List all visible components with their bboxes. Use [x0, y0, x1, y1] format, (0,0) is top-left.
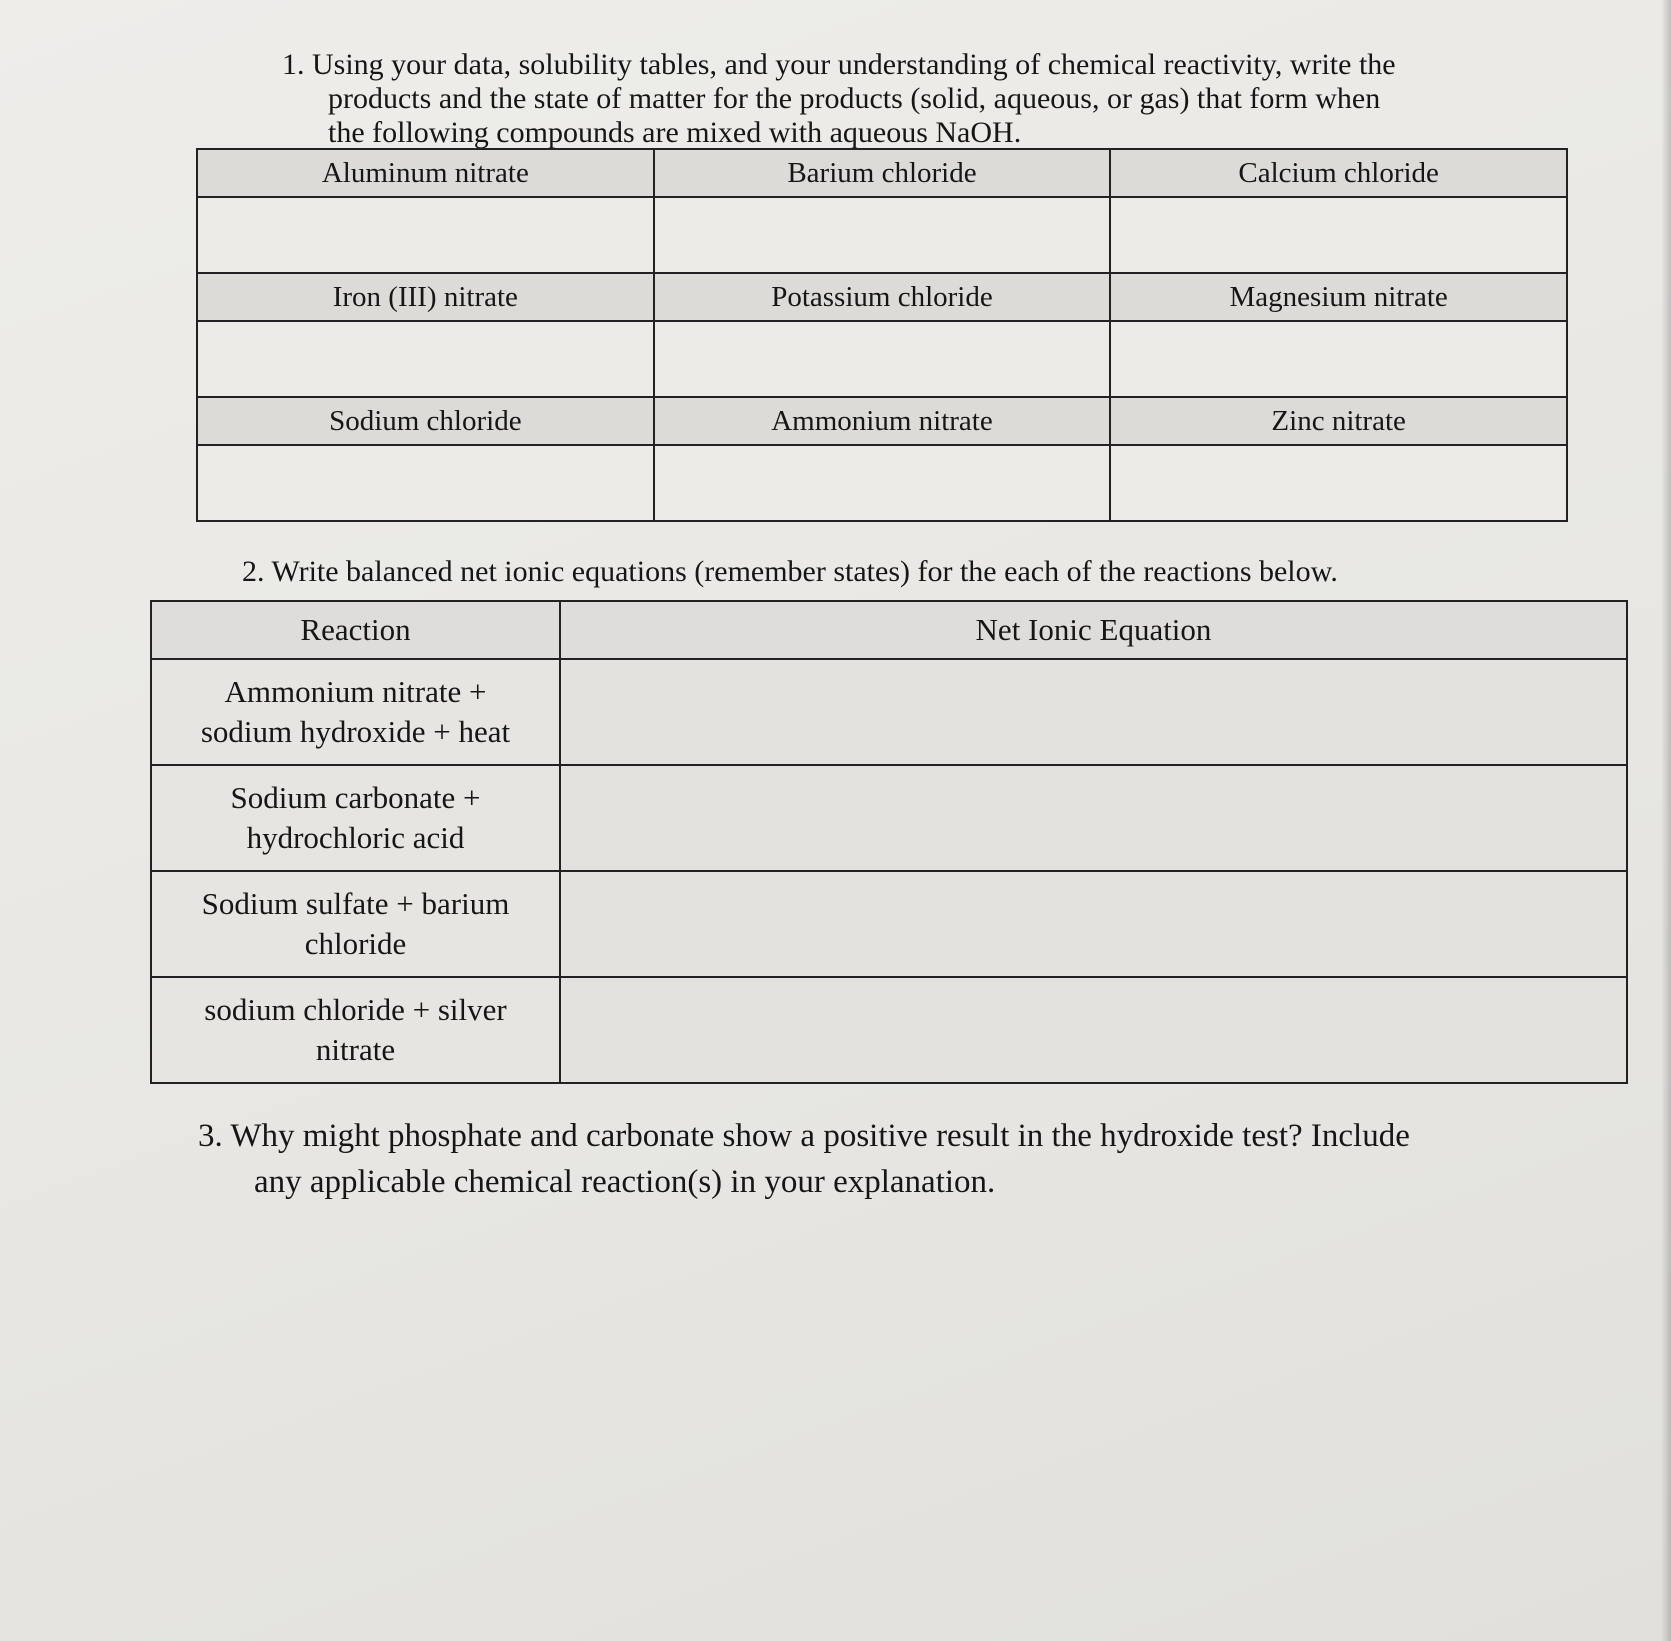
reaction-line: hydrochloric acid	[246, 820, 465, 855]
naoh-products-table	[196, 148, 1568, 522]
answer-cell[interactable]	[654, 197, 1111, 273]
compound-header-row	[197, 397, 1567, 445]
reaction-cell	[151, 659, 560, 765]
reaction-line: Ammonium nitrate +	[224, 674, 487, 709]
reaction-line: chloride	[304, 926, 407, 961]
question-1	[282, 48, 1542, 150]
reaction-cell	[151, 765, 560, 871]
question-1-line-3: the following compounds are mixed with aqueous NaOH.	[328, 116, 1022, 149]
reaction-row	[151, 765, 1627, 871]
reaction-line: Sodium sulfate + barium	[201, 886, 510, 921]
question-2-text: Write balanced net ionic equations (remember states) for the each of the reactions below.	[271, 555, 1338, 588]
question-2	[242, 555, 1572, 589]
reaction-row	[151, 659, 1627, 765]
reaction-line: nitrate	[315, 1032, 396, 1067]
reaction-cell	[151, 977, 560, 1083]
equation-answer-cell[interactable]	[560, 977, 1627, 1083]
compound-header-row	[197, 273, 1567, 321]
equation-answer-cell[interactable]	[560, 871, 1627, 977]
answer-cell[interactable]	[654, 445, 1111, 521]
net-ionic-header-row	[151, 601, 1627, 659]
compound-cell: Potassium chloride	[654, 273, 1111, 321]
question-2-number: 2.	[242, 555, 265, 588]
equation-column-header: Net Ionic Equation	[560, 601, 1627, 659]
compound-cell: Ammonium nitrate	[654, 397, 1111, 445]
answer-row	[197, 445, 1567, 521]
net-ionic-table	[150, 600, 1628, 1084]
compound-cell: Magnesium nitrate	[1110, 273, 1567, 321]
compound-cell: Iron (III) nitrate	[197, 273, 654, 321]
compound-cell: Zinc nitrate	[1110, 397, 1567, 445]
equation-answer-cell[interactable]	[560, 659, 1627, 765]
answer-cell[interactable]	[197, 197, 654, 273]
compound-cell: Barium chloride	[654, 149, 1111, 197]
answer-cell[interactable]	[1110, 445, 1567, 521]
reaction-line: sodium hydroxide + heat	[200, 714, 511, 749]
page-edge-shadow	[1661, 0, 1671, 1641]
equation-answer-cell[interactable]	[560, 765, 1627, 871]
reaction-row	[151, 977, 1627, 1083]
reaction-column-header: Reaction	[151, 601, 560, 659]
question-3-line-2: any applicable chemical reaction(s) in your explanation.	[254, 1164, 996, 1200]
answer-cell[interactable]	[1110, 197, 1567, 273]
answer-row	[197, 197, 1567, 273]
answer-row	[197, 321, 1567, 397]
question-1-number: 1.	[282, 48, 305, 81]
answer-cell[interactable]	[654, 321, 1111, 397]
reaction-line: sodium chloride + silver	[204, 992, 507, 1027]
answer-cell[interactable]	[1110, 321, 1567, 397]
answer-cell[interactable]	[197, 445, 654, 521]
compound-cell: Calcium chloride	[1110, 149, 1567, 197]
reaction-row	[151, 871, 1627, 977]
reaction-cell	[151, 871, 560, 977]
reaction-line: Sodium carbonate +	[230, 780, 481, 815]
question-3-number: 3.	[198, 1118, 223, 1154]
answer-cell[interactable]	[197, 321, 654, 397]
question-1-line-1: Using your data, solubility tables, and your understanding of chemical reactivity, write the	[312, 48, 1396, 81]
question-3	[198, 1113, 1618, 1205]
compound-cell: Aluminum nitrate	[197, 149, 654, 197]
question-1-line-2: products and the state of matter for the products (solid, aqueous, or gas) that form when	[328, 82, 1381, 115]
compound-header-row	[197, 149, 1567, 197]
compound-cell: Sodium chloride	[197, 397, 654, 445]
question-3-line-1: Why might phosphate and carbonate show a positive result in the hydroxide test? Include	[230, 1118, 1410, 1154]
